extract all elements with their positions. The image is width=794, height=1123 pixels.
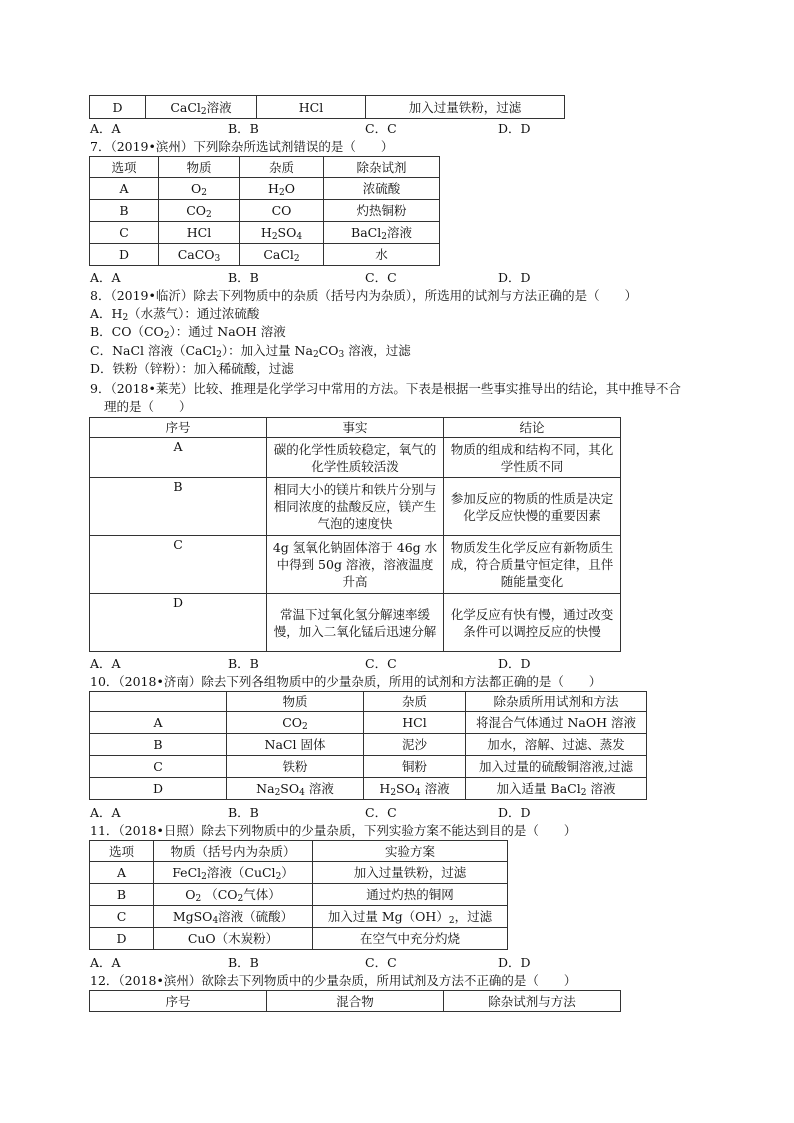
option-b[interactable]: B．B bbox=[228, 805, 259, 820]
q9-stem-cont: 理的是（ ） bbox=[104, 399, 192, 414]
option-d[interactable]: D．D bbox=[498, 955, 531, 970]
table-header: 物质（括号内为杂质） bbox=[154, 841, 313, 862]
table-header: 物质 bbox=[159, 157, 240, 178]
table-cell: 物质发生化学反应有新物质生成，符合质量守恒定律，且伴随能量变化 bbox=[444, 536, 621, 594]
table-cell: C bbox=[90, 906, 154, 928]
q10-table bbox=[89, 691, 647, 800]
option-c[interactable]: C．C bbox=[365, 121, 397, 136]
table-header: 物质 bbox=[227, 692, 364, 712]
table-header: 实验方案 bbox=[313, 841, 508, 862]
table-row bbox=[90, 734, 647, 756]
q11-table bbox=[89, 840, 508, 950]
table-cell: 通过灼热的铜网 bbox=[313, 884, 508, 906]
table-row bbox=[90, 200, 440, 222]
table-cell: $H_2SO_4$ 溶液 bbox=[364, 778, 466, 800]
table-cell: CaCl$_2$溶液 bbox=[146, 96, 257, 119]
table-row bbox=[90, 906, 508, 928]
table-cell: NaCl 固体 bbox=[227, 734, 364, 756]
table-cell: 加入过量铁粉，过滤 bbox=[313, 862, 508, 884]
option-a[interactable]: A．A bbox=[90, 270, 121, 285]
q7-stem: 7．（2019•滨州）下列除杂所选试剂错误的是（ ） bbox=[90, 139, 394, 154]
table-row bbox=[90, 536, 621, 594]
option-a[interactable]: A．A bbox=[90, 955, 121, 970]
table-header: 序号 bbox=[90, 418, 267, 438]
q9-table bbox=[89, 417, 621, 652]
q12-table bbox=[89, 990, 621, 1012]
table-row bbox=[90, 157, 440, 178]
table-header bbox=[90, 692, 227, 712]
table-cell: CaCl$_2$ bbox=[240, 244, 324, 266]
table-row bbox=[90, 418, 621, 438]
table-cell: CO bbox=[240, 200, 324, 222]
option-c[interactable]: C．C bbox=[365, 656, 397, 671]
q11-stem: 11．（2018•日照）除去下列物质中的少量杂质，下列实验方案不能达到目的是（ ） bbox=[90, 823, 577, 838]
table-row bbox=[90, 222, 440, 244]
table-row bbox=[90, 178, 440, 200]
table-cell: A bbox=[90, 178, 159, 200]
table-row bbox=[90, 692, 647, 712]
q8-stem: 8．（2019•临沂）除去下列物质中的杂质（括号内为杂质），所选用的试剂与方法正确的是（ ） bbox=[90, 288, 638, 303]
option-d[interactable]: D．D bbox=[498, 805, 531, 820]
option-d[interactable]: D．D bbox=[498, 656, 531, 671]
q8-choice-a[interactable]: A．$H_2$（水蒸气）：通过浓硫酸 bbox=[90, 306, 260, 323]
table-cell: 泥沙 bbox=[364, 734, 466, 756]
q12-stem: 12．（2018•滨州）欲除去下列物质中的少量杂质，所用试剂及方法不正确的是（ ） bbox=[90, 973, 577, 988]
table-cell: $O_2$ bbox=[159, 178, 240, 200]
q7-table bbox=[89, 156, 440, 266]
table-cell: A bbox=[90, 438, 267, 478]
table-cell: B bbox=[90, 200, 159, 222]
table-cell: HCl bbox=[257, 96, 366, 119]
table-cell: 4g 氢氧化钠固体溶于 46g 水中得到 50g 溶液，溶液温度升高 bbox=[267, 536, 444, 594]
option-c[interactable]: C．C bbox=[365, 805, 397, 820]
table-cell: 加入过量的硫酸铜溶液,过滤 bbox=[466, 756, 647, 778]
table-cell: D bbox=[90, 778, 227, 800]
option-c[interactable]: C．C bbox=[365, 955, 397, 970]
table-header: 杂质 bbox=[240, 157, 324, 178]
table-cell: $O_2$ （$CO_2$气体） bbox=[154, 884, 313, 906]
option-b[interactable]: B．B bbox=[228, 656, 259, 671]
table-row bbox=[90, 594, 621, 652]
table-cell: 化学反应有快有慢，通过改变条件可以调控反应的快慢 bbox=[444, 594, 621, 652]
table-cell: B bbox=[90, 734, 227, 756]
table-row bbox=[90, 862, 508, 884]
table-cell: CuO（木炭粉） bbox=[154, 928, 313, 950]
table-cell: $H_2O$ bbox=[240, 178, 324, 200]
q9-stem: 9．（2018•莱芜）比较、推理是化学学习中常用的方法。下表是根据一些事实推导出的结论，其中推导不合 bbox=[90, 381, 681, 396]
table-header: 序号 bbox=[90, 991, 267, 1012]
option-c[interactable]: C．C bbox=[365, 270, 397, 285]
table-cell: D bbox=[90, 96, 146, 119]
table-header: 除杂试剂与方法 bbox=[444, 991, 621, 1012]
q6-table bbox=[89, 95, 565, 119]
table-header: 杂质 bbox=[364, 692, 466, 712]
table-header: 除杂质所用试剂和方法 bbox=[466, 692, 647, 712]
option-b[interactable]: B．B bbox=[228, 270, 259, 285]
table-cell: 碳的化学性质较稳定，氧气的化学性质较活泼 bbox=[267, 438, 444, 478]
option-a[interactable]: A．A bbox=[90, 656, 121, 671]
option-a[interactable]: A．A bbox=[90, 121, 121, 136]
table-cell: 相同大小的镁片和铁片分别与相同浓度的盐酸反应，镁产生气泡的速度快 bbox=[267, 478, 444, 536]
table-cell: D bbox=[90, 594, 267, 652]
table-cell: $CO_2$ bbox=[159, 200, 240, 222]
table-header: 选项 bbox=[90, 841, 154, 862]
table-cell: 灼热铜粉 bbox=[324, 200, 440, 222]
table-cell: A bbox=[90, 712, 227, 734]
table-cell: $CO_2$ bbox=[227, 712, 364, 734]
table-row bbox=[90, 841, 508, 862]
table-cell: $Na_2SO_4$ 溶液 bbox=[227, 778, 364, 800]
table-cell: 加入过量 $Mg(OH)_2$，过滤 bbox=[313, 906, 508, 928]
table-cell: C bbox=[90, 756, 227, 778]
table-cell: $H_2SO_4$ bbox=[240, 222, 324, 244]
table-cell: HCl bbox=[364, 712, 466, 734]
table-cell: 参加反应的物质的性质是决定化学反应快慢的重要因素 bbox=[444, 478, 621, 536]
table-cell: MgSO$_4$溶液（硫酸） bbox=[154, 906, 313, 928]
table-cell: B bbox=[90, 884, 154, 906]
table-cell: C bbox=[90, 222, 159, 244]
table-cell: 将混合气体通过 NaOH 溶液 bbox=[466, 712, 647, 734]
option-b[interactable]: B．B bbox=[228, 121, 259, 136]
table-header: 除杂试剂 bbox=[324, 157, 440, 178]
q8-choice-d[interactable]: D．铁粉（锌粉）：加入稀硫酸，过滤 bbox=[90, 361, 294, 376]
table-row bbox=[90, 884, 508, 906]
table-header: 选项 bbox=[90, 157, 159, 178]
table-cell: 常温下过氧化氢分解速率缓慢，加入二氧化锰后迅速分解 bbox=[267, 594, 444, 652]
table-row bbox=[90, 991, 621, 1012]
table-cell: 加水，溶解、过滤、蒸发 bbox=[466, 734, 647, 756]
option-b[interactable]: B．B bbox=[228, 955, 259, 970]
table-row bbox=[90, 478, 621, 536]
table-cell: HCl bbox=[159, 222, 240, 244]
table-cell: 在空气中充分灼烧 bbox=[313, 928, 508, 950]
table-cell: CaCO$_3$ bbox=[159, 244, 240, 266]
table-cell: 加入适量 BaCl$_2$ 溶液 bbox=[466, 778, 647, 800]
table-cell: FeCl$_2$溶液（CuCl$_2$） bbox=[154, 862, 313, 884]
table-cell: 铜粉 bbox=[364, 756, 466, 778]
table-header: 事实 bbox=[267, 418, 444, 438]
table-row bbox=[90, 244, 440, 266]
table-cell: BaCl$_2$溶液 bbox=[324, 222, 440, 244]
table-header: 混合物 bbox=[267, 991, 444, 1012]
table-row bbox=[90, 438, 621, 478]
table-row bbox=[90, 756, 647, 778]
table-cell: 浓硫酸 bbox=[324, 178, 440, 200]
option-d[interactable]: D．D bbox=[498, 270, 531, 285]
table-cell: B bbox=[90, 478, 267, 536]
table-row bbox=[90, 712, 647, 734]
table-cell: 加入过量铁粉，过滤 bbox=[366, 96, 565, 119]
option-a[interactable]: A．A bbox=[90, 805, 121, 820]
table-header: 结论 bbox=[444, 418, 621, 438]
table-row bbox=[90, 96, 565, 119]
table-cell: 水 bbox=[324, 244, 440, 266]
table-row bbox=[90, 928, 508, 950]
table-cell: D bbox=[90, 928, 154, 950]
table-cell: A bbox=[90, 862, 154, 884]
q8-choice-c[interactable]: C．NaCl 溶液（CaCl$_2$）：加入过量 $Na_2CO_3$ 溶液，过滤 bbox=[90, 343, 411, 360]
table-cell: C bbox=[90, 536, 267, 594]
table-cell: 铁粉 bbox=[227, 756, 364, 778]
q8-choice-b[interactable]: B．$CO(CO_2)$：通过 NaOH 溶液 bbox=[90, 324, 286, 341]
option-d[interactable]: D．D bbox=[498, 121, 531, 136]
table-cell: 物质的组成和结构不同，其化学性质不同 bbox=[444, 438, 621, 478]
table-row bbox=[90, 778, 647, 800]
table-cell: D bbox=[90, 244, 159, 266]
q10-stem: 10．（2018•济南）除去下列各组物质中的少量杂质，所用的试剂和方法都正确的是（ ） bbox=[90, 674, 602, 689]
